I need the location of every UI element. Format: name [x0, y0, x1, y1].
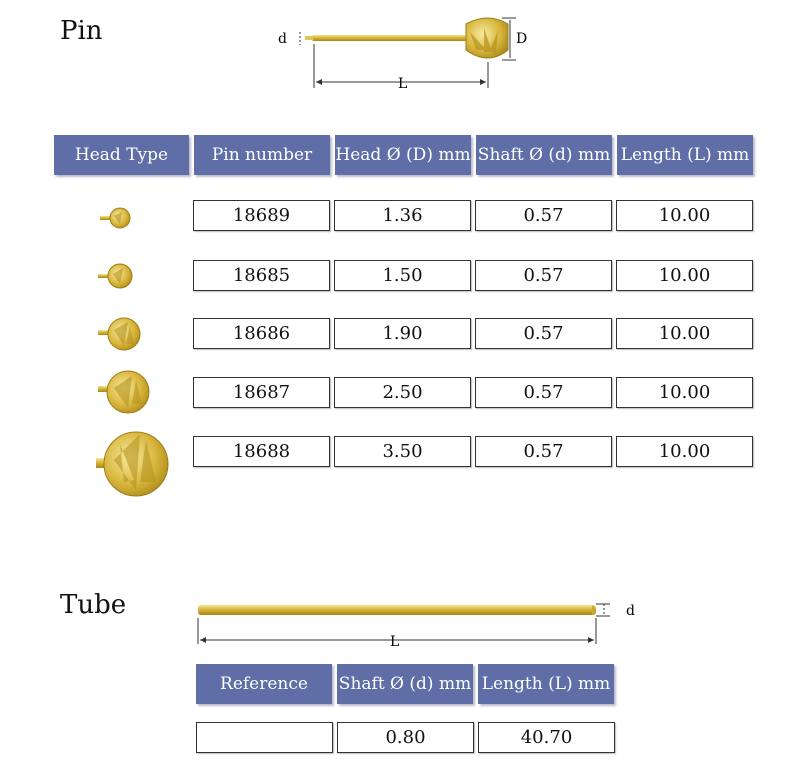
pin-L-label: L	[398, 76, 408, 92]
header-head-diameter: Head Ø (D) mm	[335, 135, 471, 175]
shaft-diameter-cell: 0.57	[475, 377, 612, 408]
head-diameter-cell: 1.90	[334, 318, 471, 349]
head-diameter-cell: 1.50	[334, 260, 471, 291]
header-pin-number: Pin number	[194, 135, 330, 175]
pin-section-title: Pin	[60, 16, 103, 46]
tube-header-reference: Reference	[196, 664, 332, 704]
shaft-diameter-cell: 0.57	[475, 436, 612, 467]
head-type-icon-18686	[98, 310, 144, 358]
length-cell: 10.00	[616, 260, 753, 291]
head-type-icon-18689	[100, 202, 134, 232]
pin-diagram	[270, 10, 540, 100]
pin-number-cell: 18686	[193, 318, 330, 349]
length-cell: 10.00	[616, 318, 753, 349]
shaft-diameter-cell: 0.57	[475, 260, 612, 291]
pin-number-cell: 18688	[193, 436, 330, 467]
shaft-diameter-cell: 0.57	[475, 318, 612, 349]
tube-header-shaft-diameter: Shaft Ø (d) mm	[337, 664, 473, 704]
length-cell: 10.00	[616, 377, 753, 408]
tube-shaft-cell: 0.80	[337, 722, 474, 753]
head-diameter-cell: 1.36	[334, 200, 471, 231]
tube-header-length: Length (L) mm	[478, 664, 614, 704]
head-diameter-cell: 2.50	[334, 377, 471, 408]
shaft-diameter-cell: 0.57	[475, 200, 612, 231]
length-cell: 10.00	[616, 200, 753, 231]
header-head-type: Head Type	[54, 135, 189, 175]
pin-D-label: D	[516, 31, 528, 47]
tube-reference-cell	[196, 722, 333, 753]
pin-number-cell: 18687	[193, 377, 330, 408]
pin-number-cell: 18685	[193, 260, 330, 291]
head-type-icon-18687	[98, 362, 152, 422]
header-shaft-diameter: Shaft Ø (d) mm	[476, 135, 612, 175]
head-diameter-cell: 3.50	[334, 436, 471, 467]
pin-d-label: d	[278, 31, 287, 47]
pin-number-cell: 18689	[193, 200, 330, 231]
header-length: Length (L) mm	[617, 135, 753, 175]
head-type-icon-18688	[94, 420, 170, 510]
tube-section-title: Tube	[60, 590, 127, 620]
tube-length-cell: 40.70	[478, 722, 615, 753]
tube-L-label: L	[390, 634, 400, 650]
length-cell: 10.00	[616, 436, 753, 467]
tube-d-label: d	[626, 603, 635, 619]
tube-diagram	[192, 596, 652, 652]
head-type-icon-18685	[98, 258, 136, 296]
